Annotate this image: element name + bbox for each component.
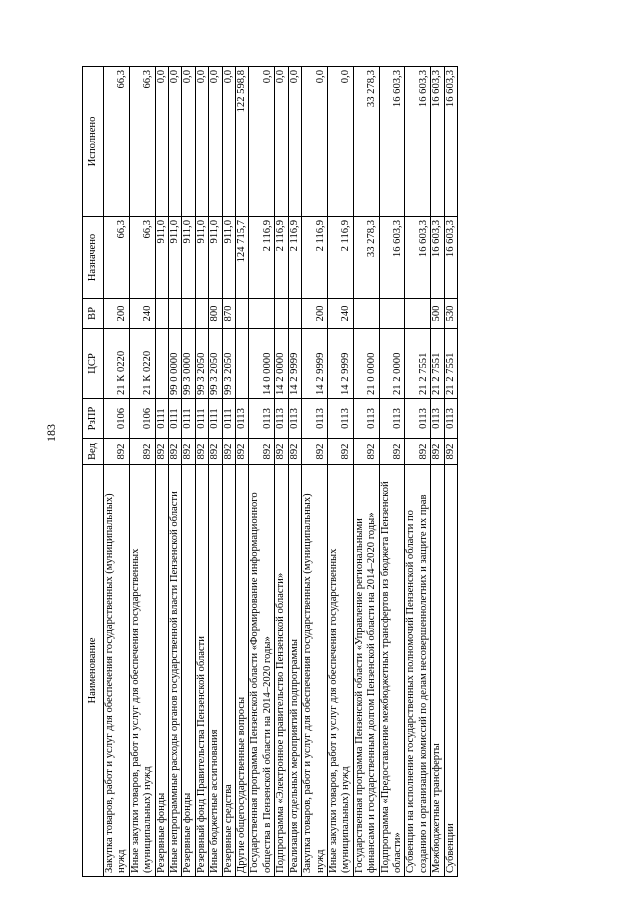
table-row bbox=[222, 67, 235, 877]
cell-vr bbox=[275, 299, 288, 329]
cell-csr: 21 К 0220 bbox=[129, 329, 155, 399]
cell-rzpr: 0111 bbox=[169, 399, 182, 439]
table-row bbox=[169, 67, 182, 877]
cell-csr: 99 3 2050 bbox=[195, 329, 208, 399]
cell-csr bbox=[236, 329, 249, 399]
cell-vr: 240 bbox=[327, 299, 353, 329]
cell-rzpr: 0111 bbox=[195, 399, 208, 439]
cell-csr: 14 2 9999 bbox=[288, 329, 301, 399]
cell-ved: 892 bbox=[249, 439, 275, 465]
cell-executed: 0,0 bbox=[182, 67, 195, 217]
cell-assigned: 124 715,7 bbox=[236, 217, 249, 299]
cell-rzpr: 0113 bbox=[444, 399, 457, 439]
table-row bbox=[302, 67, 328, 877]
cell-csr: 14 0 0000 bbox=[249, 329, 275, 399]
cell-vr: 800 bbox=[209, 299, 222, 329]
cell-assigned: 66,3 bbox=[104, 217, 130, 299]
cell-csr: 21 2 7551 bbox=[431, 329, 444, 399]
cell-vr: 200 bbox=[302, 299, 328, 329]
table-row bbox=[379, 67, 405, 877]
cell-executed: 0,0 bbox=[222, 67, 235, 217]
cell-assigned: 911,0 bbox=[155, 217, 168, 299]
cell-vr bbox=[288, 299, 301, 329]
cell-vr bbox=[379, 299, 405, 329]
cell-csr bbox=[155, 329, 168, 399]
cell-assigned: 2 116,9 bbox=[249, 217, 275, 299]
table-row bbox=[104, 67, 130, 877]
cell-assigned: 33 278,3 bbox=[353, 217, 379, 299]
cell-assigned: 911,0 bbox=[209, 217, 222, 299]
cell-ved: 892 bbox=[353, 439, 379, 465]
cell-assigned: 911,0 bbox=[182, 217, 195, 299]
cell-assigned: 16 603,3 bbox=[405, 217, 431, 299]
cell-csr: 14 2 9999 bbox=[327, 329, 353, 399]
cell-executed: 0,0 bbox=[302, 67, 328, 217]
cell-name: Подпрограмма «Предоставление межбюджетных трансфертов из бюджета Пензенской области» bbox=[379, 465, 405, 877]
cell-assigned: 2 116,9 bbox=[302, 217, 328, 299]
cell-executed: 0,0 bbox=[327, 67, 353, 217]
cell-ved: 892 bbox=[431, 439, 444, 465]
cell-name: Закупка товаров, работ и услуг для обеспечения государственных (муниципальных) нужд bbox=[302, 465, 328, 877]
header-rzpr: РзПР bbox=[83, 399, 104, 439]
cell-csr: 14 2 9999 bbox=[302, 329, 328, 399]
cell-rzpr: 0111 bbox=[155, 399, 168, 439]
cell-csr: 21 К 0220 bbox=[104, 329, 130, 399]
table-header-row bbox=[83, 67, 104, 877]
table-row bbox=[236, 67, 249, 877]
rotated-table-container bbox=[82, 67, 552, 877]
cell-name: Иные закупки товаров, работ и услуг для обеспечения государственных (муниципальных) нужд bbox=[327, 465, 353, 877]
cell-name: Иные закупки товаров, работ и услуг для обеспечения государственных (муниципальных) нужд bbox=[129, 465, 155, 877]
cell-name: Субвенции на исполнение государственных полномочий Пензенской области по созданию и организации комиссий по делам несовершеннолетних и защите их прав bbox=[405, 465, 431, 877]
cell-assigned: 16 603,3 bbox=[444, 217, 457, 299]
cell-name: Резервные фонды bbox=[155, 465, 168, 877]
header-ved: Вед bbox=[83, 439, 104, 465]
cell-assigned: 16 603,3 bbox=[431, 217, 444, 299]
cell-assigned: 2 116,9 bbox=[327, 217, 353, 299]
cell-ved: 892 bbox=[182, 439, 195, 465]
cell-rzpr: 0113 bbox=[288, 399, 301, 439]
cell-rzpr: 0106 bbox=[104, 399, 130, 439]
cell-ved: 892 bbox=[169, 439, 182, 465]
cell-ved: 892 bbox=[222, 439, 235, 465]
cell-csr: 21 0 0000 bbox=[353, 329, 379, 399]
cell-assigned: 2 116,9 bbox=[288, 217, 301, 299]
cell-rzpr: 0113 bbox=[405, 399, 431, 439]
table-row bbox=[155, 67, 168, 877]
cell-rzpr: 0113 bbox=[249, 399, 275, 439]
cell-executed: 66,3 bbox=[129, 67, 155, 217]
cell-vr: 200 bbox=[104, 299, 130, 329]
cell-ved: 892 bbox=[209, 439, 222, 465]
cell-ved: 892 bbox=[327, 439, 353, 465]
cell-ved: 892 bbox=[195, 439, 208, 465]
cell-rzpr: 0111 bbox=[222, 399, 235, 439]
cell-executed: 16 603,3 bbox=[379, 67, 405, 217]
cell-rzpr: 0111 bbox=[182, 399, 195, 439]
cell-csr: 99 3 2050 bbox=[222, 329, 235, 399]
cell-vr bbox=[353, 299, 379, 329]
cell-ved: 892 bbox=[405, 439, 431, 465]
header-csr: ЦСР bbox=[83, 329, 104, 399]
cell-ved: 892 bbox=[444, 439, 457, 465]
cell-executed: 0,0 bbox=[169, 67, 182, 217]
cell-csr: 21 2 7551 bbox=[444, 329, 457, 399]
cell-executed: 0,0 bbox=[209, 67, 222, 217]
cell-executed: 16 603,3 bbox=[431, 67, 444, 217]
cell-ved: 892 bbox=[302, 439, 328, 465]
cell-rzpr: 0106 bbox=[129, 399, 155, 439]
cell-ved: 892 bbox=[129, 439, 155, 465]
cell-name: Реализация отдельных мероприятий подпрограммы bbox=[288, 465, 301, 877]
table-row bbox=[431, 67, 444, 877]
cell-rzpr: 0111 bbox=[209, 399, 222, 439]
cell-ved: 892 bbox=[104, 439, 130, 465]
cell-vr bbox=[249, 299, 275, 329]
table-row bbox=[327, 67, 353, 877]
table-row bbox=[195, 67, 208, 877]
cell-vr bbox=[155, 299, 168, 329]
cell-name: Государственная программа Пензенской области «Управление региональными финансами и государственным долгом Пензенской области на 2014–2020 годы» bbox=[353, 465, 379, 877]
cell-vr bbox=[182, 299, 195, 329]
table-row bbox=[275, 67, 288, 877]
cell-rzpr: 0113 bbox=[431, 399, 444, 439]
cell-name: Иные непрограммные расходы органов государственной власти Пензенской области bbox=[169, 465, 182, 877]
cell-csr: 21 2 7551 bbox=[405, 329, 431, 399]
cell-executed: 0,0 bbox=[275, 67, 288, 217]
cell-executed: 0,0 bbox=[249, 67, 275, 217]
cell-assigned: 911,0 bbox=[195, 217, 208, 299]
cell-name: Закупка товаров, работ и услуг для обеспечения государственных (муниципальных) нужд bbox=[104, 465, 130, 877]
cell-executed: 16 603,3 bbox=[444, 67, 457, 217]
cell-name: Другие общегосударственные вопросы bbox=[236, 465, 249, 877]
cell-vr: 240 bbox=[129, 299, 155, 329]
cell-rzpr: 0113 bbox=[302, 399, 328, 439]
cell-ved: 892 bbox=[275, 439, 288, 465]
table-row bbox=[405, 67, 431, 877]
cell-vr bbox=[236, 299, 249, 329]
page-number: 183 bbox=[44, 424, 58, 442]
budget-table bbox=[82, 66, 458, 877]
cell-csr: 99 3 2050 bbox=[209, 329, 222, 399]
cell-assigned: 911,0 bbox=[169, 217, 182, 299]
cell-ved: 892 bbox=[379, 439, 405, 465]
header-executed: Исполнено bbox=[83, 67, 104, 217]
cell-name: Иные бюджетные ассигнования bbox=[209, 465, 222, 877]
cell-rzpr: 0113 bbox=[327, 399, 353, 439]
cell-ved: 892 bbox=[288, 439, 301, 465]
cell-csr: 14 2 0000 bbox=[275, 329, 288, 399]
cell-name: Государственная программа Пензенской области «Формирование информационного общества в Пензенской области на 2014–2020 годы» bbox=[249, 465, 275, 877]
cell-name: Субвенции bbox=[444, 465, 457, 877]
cell-assigned: 66,3 bbox=[129, 217, 155, 299]
cell-name: Резервные средства bbox=[222, 465, 235, 877]
table-row bbox=[444, 67, 457, 877]
cell-executed: 66,3 bbox=[104, 67, 130, 217]
cell-executed: 33 278,3 bbox=[353, 67, 379, 217]
cell-vr: 530 bbox=[444, 299, 457, 329]
table-row bbox=[353, 67, 379, 877]
cell-assigned: 2 116,9 bbox=[275, 217, 288, 299]
cell-rzpr: 0113 bbox=[275, 399, 288, 439]
table-row bbox=[182, 67, 195, 877]
table-row bbox=[288, 67, 301, 877]
cell-vr bbox=[405, 299, 431, 329]
cell-assigned: 911,0 bbox=[222, 217, 235, 299]
cell-csr: 99 3 0000 bbox=[182, 329, 195, 399]
cell-assigned: 16 603,3 bbox=[379, 217, 405, 299]
cell-ved: 892 bbox=[236, 439, 249, 465]
cell-ved: 892 bbox=[155, 439, 168, 465]
table-row bbox=[209, 67, 222, 877]
cell-csr: 21 2 0000 bbox=[379, 329, 405, 399]
cell-rzpr: 0113 bbox=[353, 399, 379, 439]
cell-name: Подпрограмма «Электронное правительство Пензенской области» bbox=[275, 465, 288, 877]
cell-vr: 870 bbox=[222, 299, 235, 329]
header-name: Наименование bbox=[83, 465, 104, 877]
cell-name: Резервный фонд Правительства Пензенской области bbox=[195, 465, 208, 877]
table-row bbox=[129, 67, 155, 877]
cell-executed: 16 603,3 bbox=[405, 67, 431, 217]
cell-name: Межбюджетные трансферты bbox=[431, 465, 444, 877]
header-vr: ВР bbox=[83, 299, 104, 329]
cell-vr bbox=[169, 299, 182, 329]
cell-name: Резервные фонды bbox=[182, 465, 195, 877]
cell-executed: 0,0 bbox=[195, 67, 208, 217]
cell-vr: 500 bbox=[431, 299, 444, 329]
cell-vr bbox=[195, 299, 208, 329]
cell-executed: 0,0 bbox=[155, 67, 168, 217]
cell-rzpr: 0113 bbox=[379, 399, 405, 439]
cell-executed: 0,0 bbox=[288, 67, 301, 217]
cell-csr: 99 0 0000 bbox=[169, 329, 182, 399]
cell-executed: 122 598,8 bbox=[236, 67, 249, 217]
table-row bbox=[249, 67, 275, 877]
header-assigned: Назначено bbox=[83, 217, 104, 299]
cell-rzpr: 0113 bbox=[236, 399, 249, 439]
